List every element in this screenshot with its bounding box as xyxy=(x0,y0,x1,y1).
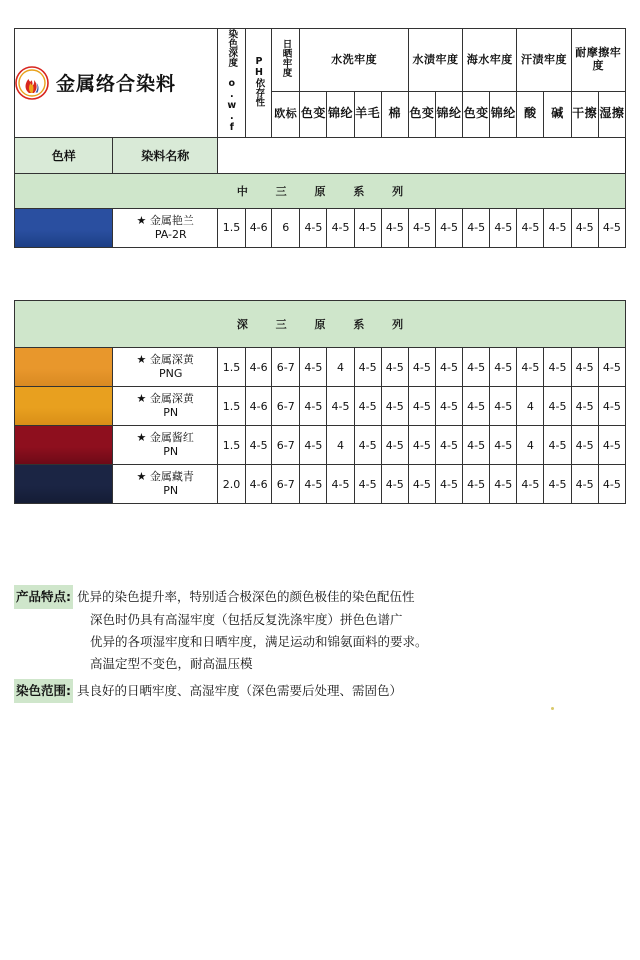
dye-name-line1: 金属艳兰 xyxy=(149,213,194,227)
value-ph: 4-6 xyxy=(246,387,272,426)
value-wash-cotton: 4-5 xyxy=(381,426,408,465)
deep-series-table xyxy=(14,300,626,504)
subheader-water-shade: 色变 xyxy=(408,91,435,137)
table-row xyxy=(15,387,626,426)
value-wash-nylon: 4 xyxy=(327,426,354,465)
star-icon: ★ xyxy=(136,213,147,227)
value-persp-alkali: 4-5 xyxy=(544,348,571,387)
value-persp-alkali: 4-5 xyxy=(544,387,571,426)
value-wash-nylon: 4-5 xyxy=(327,208,354,247)
page-speck xyxy=(551,707,554,710)
range-text: 具良好的日晒牢度、高湿牢度（深色需要后处理、需固色） xyxy=(77,683,403,698)
color-swatch xyxy=(15,208,113,247)
caption-dye-name: 染料名称 xyxy=(113,137,218,173)
section-banner-row xyxy=(15,173,626,208)
value-water-nylon: 4-5 xyxy=(435,208,462,247)
value-depth: 1.5 xyxy=(217,426,245,465)
dye-name-line2: PNG xyxy=(159,367,183,380)
value-ph: 4-6 xyxy=(246,465,272,504)
notes-block xyxy=(14,585,626,703)
table-row xyxy=(15,208,626,247)
value-persp-acid: 4-5 xyxy=(517,208,544,247)
value-sea-shade: 4-5 xyxy=(463,208,490,247)
color-swatch xyxy=(15,465,113,504)
header-light: 日晒牢度 xyxy=(272,29,300,92)
color-swatch xyxy=(15,348,113,387)
range-label: 染色范围: xyxy=(14,679,73,703)
value-water-nylon: 4-5 xyxy=(435,348,462,387)
value-persp-acid: 4-5 xyxy=(517,348,544,387)
subheader-rub-wet: 湿擦 xyxy=(598,91,625,137)
header-depth: 染色深度 o.w.f xyxy=(217,29,245,138)
value-depth: 2.0 xyxy=(217,465,245,504)
subheader-sea-shade: 色变 xyxy=(463,91,490,137)
color-swatch xyxy=(15,426,113,465)
top-spec-table xyxy=(14,28,626,248)
header-row-groups xyxy=(15,29,626,92)
dye-name-line1: 金属深黄 xyxy=(149,353,194,367)
value-rub-dry: 4-5 xyxy=(571,348,598,387)
value-water-shade: 4-5 xyxy=(408,426,435,465)
value-wash-wool: 4-5 xyxy=(354,208,381,247)
dye-name-line1: 金属藏青 xyxy=(149,470,194,484)
dye-name-line2: PN xyxy=(163,406,179,419)
value-wash-shade: 4-5 xyxy=(300,387,327,426)
value-sea-nylon: 4-5 xyxy=(490,208,517,247)
value-water-shade: 4-5 xyxy=(408,348,435,387)
value-rub-wet: 4-5 xyxy=(598,208,625,247)
value-rub-dry: 4-5 xyxy=(571,426,598,465)
header-wash: 水洗牢度 xyxy=(300,29,409,92)
value-wash-shade: 4-5 xyxy=(300,208,327,247)
value-sea-shade: 4-5 xyxy=(463,426,490,465)
subheader-sea-nylon: 锦纶 xyxy=(490,91,517,137)
subheader-wash-shade: 色变 xyxy=(300,91,327,137)
value-wash-wool: 4-5 xyxy=(354,465,381,504)
section-banner-row xyxy=(15,301,626,348)
value-wash-nylon: 4-5 xyxy=(327,465,354,504)
value-rub-dry: 4-5 xyxy=(571,465,598,504)
dye-name-cell xyxy=(113,208,218,247)
features-line-1: 优异的染色提升率，特别适合极深色的颜色极佳的染色配伍性 xyxy=(77,589,415,604)
value-wash-cotton: 4-5 xyxy=(381,348,408,387)
features-row xyxy=(14,585,626,609)
subheader-persp-acid: 酸 xyxy=(517,91,544,137)
value-light: 6 xyxy=(272,208,300,247)
flame-logo-icon xyxy=(15,66,49,100)
header-row-captions xyxy=(15,137,626,173)
value-wash-cotton: 4-5 xyxy=(381,208,408,247)
value-water-nylon: 4-5 xyxy=(435,387,462,426)
header-rub: 耐摩擦牢度 xyxy=(571,29,625,92)
value-persp-acid: 4 xyxy=(517,387,544,426)
value-persp-alkali: 4-5 xyxy=(544,208,571,247)
dye-name-line2: PA-2R xyxy=(154,227,187,241)
brand-title: 金属络合染料 xyxy=(56,73,177,96)
subheader-wash-wool: 羊毛 xyxy=(354,91,381,137)
star-icon: ★ xyxy=(136,431,147,445)
section-banner-2: 深 三 原 系 列 xyxy=(15,301,626,348)
value-light: 6-7 xyxy=(272,348,300,387)
features-line-3: 优异的各项湿牢度和日晒牢度，满足运动和锦氨面料的要求。 xyxy=(90,634,428,649)
subheader-water-nylon: 锦纶 xyxy=(435,91,462,137)
value-water-shade: 4-5 xyxy=(408,387,435,426)
value-sea-nylon: 4-5 xyxy=(490,465,517,504)
value-ph: 4-6 xyxy=(246,208,272,247)
caption-spacer xyxy=(217,137,625,173)
caption-sample: 色样 xyxy=(15,137,113,173)
features-label: 产品特点: xyxy=(14,585,73,609)
header-water: 水渍牢度 xyxy=(408,29,462,92)
value-wash-wool: 4-5 xyxy=(354,348,381,387)
header-ph: PH依存性 xyxy=(246,29,272,138)
dye-name-line1: 金属酱红 xyxy=(149,431,194,445)
value-wash-shade: 4-5 xyxy=(300,426,327,465)
value-persp-alkali: 4-5 xyxy=(544,465,571,504)
value-ph: 4-5 xyxy=(246,426,272,465)
value-wash-cotton: 4-5 xyxy=(381,465,408,504)
value-sea-shade: 4-5 xyxy=(463,387,490,426)
subheader-persp-alkali: 碱 xyxy=(544,91,571,137)
dye-name-cell xyxy=(113,426,217,465)
header-seawater: 海水牢度 xyxy=(463,29,517,92)
dye-name-line2: PN xyxy=(163,445,179,458)
value-water-shade: 4-5 xyxy=(408,465,435,504)
value-sea-shade: 4-5 xyxy=(463,348,490,387)
star-icon: ★ xyxy=(136,353,147,367)
dye-name-line1: 金属深黄 xyxy=(149,392,194,406)
value-light: 6-7 xyxy=(272,426,300,465)
value-sea-nylon: 4-5 xyxy=(490,387,517,426)
dye-name-line2: PN xyxy=(163,484,179,497)
value-depth: 1.5 xyxy=(217,387,245,426)
color-swatch xyxy=(15,387,113,426)
value-sea-shade: 4-5 xyxy=(463,465,490,504)
dye-name-cell xyxy=(113,465,217,504)
value-ph: 4-6 xyxy=(246,348,272,387)
value-water-shade: 4-5 xyxy=(408,208,435,247)
value-wash-nylon: 4-5 xyxy=(327,387,354,426)
value-rub-wet: 4-5 xyxy=(598,426,625,465)
value-rub-wet: 4-5 xyxy=(598,465,625,504)
value-light: 6-7 xyxy=(272,387,300,426)
value-sea-nylon: 4-5 xyxy=(490,348,517,387)
value-wash-shade: 4-5 xyxy=(300,465,327,504)
features-line-2: 深色时仍具有高湿牢度（包括反复洗涤牢度）拼色色谱广 xyxy=(90,612,403,627)
value-wash-nylon: 4 xyxy=(327,348,354,387)
value-rub-wet: 4-5 xyxy=(598,348,625,387)
star-icon: ★ xyxy=(136,392,147,406)
table-row xyxy=(15,465,626,504)
value-persp-alkali: 4-5 xyxy=(544,426,571,465)
value-rub-dry: 4-5 xyxy=(571,208,598,247)
table-row xyxy=(15,348,626,387)
dye-name-cell xyxy=(113,348,217,387)
header-perspiration: 汗渍牢度 xyxy=(517,29,571,92)
subheader-wash-cotton: 棉 xyxy=(381,91,408,137)
value-wash-wool: 4-5 xyxy=(354,426,381,465)
value-rub-dry: 4-5 xyxy=(571,387,598,426)
value-depth: 1.5 xyxy=(217,208,245,247)
value-depth: 1.5 xyxy=(217,348,245,387)
value-wash-shade: 4-5 xyxy=(300,348,327,387)
value-rub-wet: 4-5 xyxy=(598,387,625,426)
subheader-wash-nylon: 锦纶 xyxy=(327,91,354,137)
subheader-light-euro: 欧标 xyxy=(272,91,300,137)
star-icon: ★ xyxy=(136,470,147,484)
brand-cell xyxy=(15,29,218,138)
value-persp-acid: 4 xyxy=(517,426,544,465)
table-row xyxy=(15,426,626,465)
section-banner-1: 中 三 原 系 列 xyxy=(15,173,626,208)
range-row xyxy=(14,679,626,703)
subheader-rub-dry: 干擦 xyxy=(571,91,598,137)
features-line-4: 高温定型不变色，耐高温压模 xyxy=(90,656,253,671)
value-water-nylon: 4-5 xyxy=(435,465,462,504)
value-water-nylon: 4-5 xyxy=(435,426,462,465)
dye-name-cell xyxy=(113,387,217,426)
value-light: 6-7 xyxy=(272,465,300,504)
value-sea-nylon: 4-5 xyxy=(490,426,517,465)
value-persp-acid: 4-5 xyxy=(517,465,544,504)
value-wash-cotton: 4-5 xyxy=(381,387,408,426)
value-wash-wool: 4-5 xyxy=(354,387,381,426)
